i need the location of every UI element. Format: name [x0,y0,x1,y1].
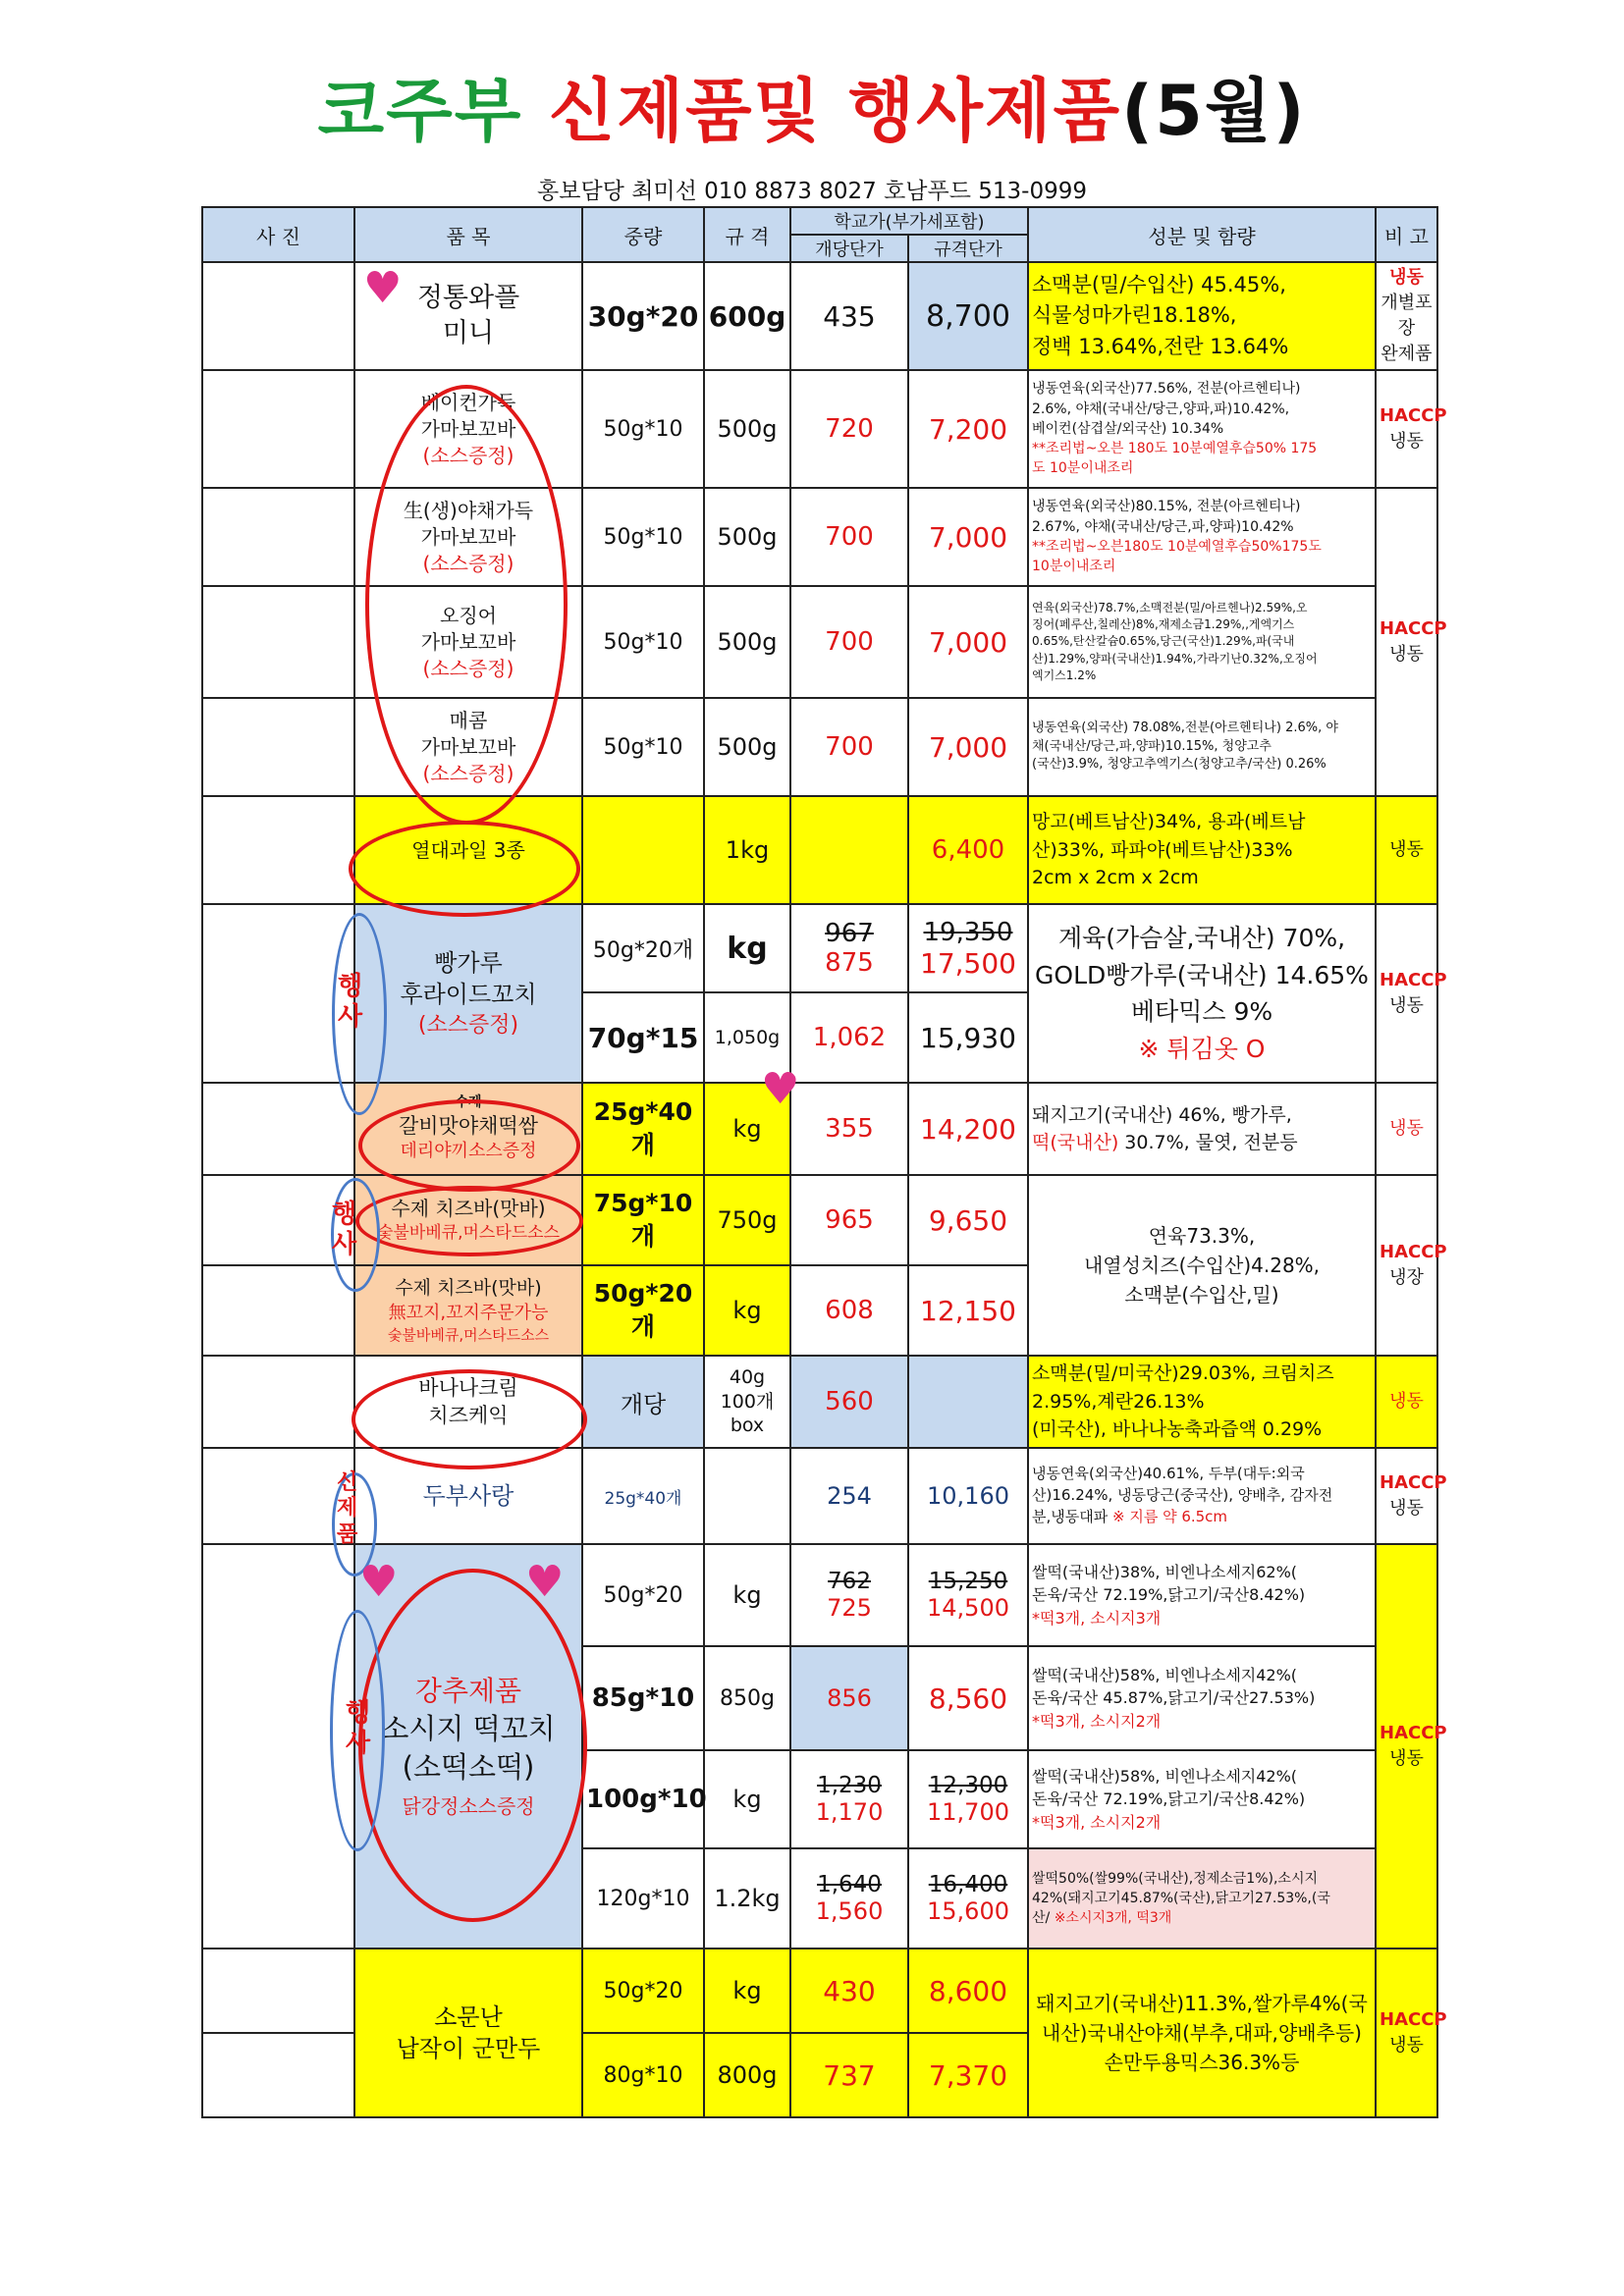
unit-price: 560 [790,1356,908,1448]
spec-price [908,1356,1028,1448]
ingredients: 쌀떡50%(쌀99%(국내산),정제소금1%),소시지 42%(돼지고기45.87%(국산),닭고기27.53%,(국 산/ ※소시지3개, 떡3개 [1028,1848,1376,1949]
product-photo-galbi [202,1083,354,1175]
header-row [202,207,1437,235]
spec-price: 12,300 11,700 [908,1750,1028,1848]
weight: 50g*10 [582,586,704,698]
ingredients: 냉동연육(외국산)77.56%, 전분(아르헨티나) 2.6%, 야채(국내산/당근,양파,파)10.42%, 베이컨(삼겹살/외국산) 10.34% **조리법~오븐 180도 10분예열후습50% 175 도 10분이내조리 [1028,370,1376,488]
ingredients: 돼지고기(국내산) 46%, 빵가루, 떡(국내산) 30.7%, 물엿, 전분등 [1028,1083,1376,1175]
product-photo-tropical [202,796,354,904]
product-photo-tofu [202,1448,354,1544]
product-photo-spicy [202,698,354,796]
spec: 500g [704,488,790,586]
weight: 30g*20 [582,262,704,370]
product-photo-banana [202,1356,354,1448]
spec: 600g [704,262,790,370]
spec-price: 14,200 [908,1083,1028,1175]
table-row [202,1448,1437,1544]
spec: 500g [704,698,790,796]
page-title [0,71,1624,151]
product-name: 빵가루 후라이드꼬치 (소스증정) [354,904,582,1083]
col-spec: 규 격 [704,207,790,262]
remark: HACCP 냉동 [1376,488,1437,796]
unit-price: 608 [790,1265,908,1356]
spec: 1kg [704,796,790,904]
remark: 냉동 개별포 장 완제품 [1376,262,1437,370]
ingredients: 돼지고기(국내산)11.3%,쌀가루4%(국 내산)국내산야채(부추,대파,양배추등) 손만두용믹스36.3%등 [1028,1949,1376,2117]
table-row [202,586,1437,698]
ingredients: 냉동연육(외국산) 78.08%,전분(아르헨티나) 2.6%, 야 채(국내산/당근,파,양파)10.15%, 청양고추 (국산)3.9%, 청양고추엑기스(청양고추/국산) 0.26% [1028,698,1376,796]
weight: 50g*20 [582,1544,704,1646]
unit-price: 1,640 1,560 [790,1848,908,1949]
product-name: 매콤 가마보꼬바 (소스증정) [354,698,582,796]
weight: 80g*10 [582,2033,704,2117]
spec: 500g [704,370,790,488]
product-name: 정통와플 미니 [354,262,582,370]
spec: kg [704,904,790,992]
table-row [202,1949,1437,2033]
spec: kg [704,1949,790,2033]
remark: 냉동 [1376,1083,1437,1175]
unit-price: 720 [790,370,908,488]
weight: 85g*10 [582,1646,704,1750]
weight: 50g*20 [582,1949,704,2033]
unit-price: 430 [790,1949,908,2033]
remark: HACCP 냉동 [1376,904,1437,1083]
spec: 850g [704,1646,790,1750]
spec: 800g [704,2033,790,2117]
ingredients: 쌀떡(국내산)38%, 비엔나소세지62%( 돈육/국산 72.19%,닭고기/국산8.42%) *떡3개, 소시지3개 [1028,1544,1376,1646]
spec-price: 16,400 15,600 [908,1848,1028,1949]
table-row [202,1175,1437,1265]
product-photo-mandu-empty [202,2033,354,2117]
unit-price: 856 [790,1646,908,1750]
title-month: (5월) [1121,71,1307,151]
unit-price: 967 875 [790,904,908,992]
col-unit-price: 개당단가 [790,235,908,262]
spec-price: 6,400 [908,796,1028,904]
product-photo-bacon [202,370,354,488]
weight: 100g*10 [582,1750,704,1848]
product-name: 수제 치즈바(맛바) 숯불바베큐,머스타드소스 [354,1175,582,1265]
product-photo-fried [202,904,354,1083]
ingredients: 연육(외국산)78.7%,소맥전분(밀/아르헨나)2.59%,오 징어(페루산,칠레산)8%,재제소금1.29%,,게엑기스 0.65%,탄산칼슘0.65%,당근(국산)1.29%,파(국내 산)1.29%,양파(국내산)1.94%,가라기난0.32%,오징어 엑기스1.2% [1028,586,1376,698]
unit-price: 700 [790,698,908,796]
unit-price: 1,230 1,170 [790,1750,908,1848]
product-name: 강추제품 소시지 떡꼬치 (소떡소떡) 닭강정소스증정 [354,1544,582,1949]
weight: 25g*40개 [582,1083,704,1175]
ingredients: 소맥분(밀/미국산)29.03%, 크림치즈 2.95%,계란26.13% (미국산), 바나나농축과즙액 0.29% [1028,1356,1376,1448]
product-photo-veg [202,488,354,586]
unit-price [790,796,908,904]
weight: 50g*10 [582,488,704,586]
col-photo: 사 진 [202,207,354,262]
weight: 75g*10개 [582,1175,704,1265]
spec-price: 7,000 [908,698,1028,796]
spec: kg [704,1750,790,1848]
spec: 500g [704,586,790,698]
event-tag-sausage: 행 사 [346,1698,371,1759]
spec-price: 15,930 [908,992,1028,1083]
col-remark: 비 고 [1376,207,1437,262]
col-school-price: 학교가(부가세포함) [790,207,1028,235]
table-row [202,698,1437,796]
col-name: 품 목 [354,207,582,262]
spec: 1,050g [704,992,790,1083]
spec-price: 15,250 14,500 [908,1544,1028,1646]
remark: HACCP 냉동 [1376,1949,1437,2117]
remark: HACCP 냉장 [1376,1175,1437,1356]
weight [582,796,704,904]
product-name: 두부사랑 [354,1448,582,1544]
spec-price: 12,150 [908,1265,1028,1356]
ingredients: 쌀떡(국내산)58%, 비엔나소세지42%( 돈육/국산 72.19%,닭고기/국산8.42%) *떡3개, 소시지2개 [1028,1750,1376,1848]
col-ingredients: 성분 및 함량 [1028,207,1376,262]
spec: 1.2kg [704,1848,790,1949]
product-name: 오징어 가마보꼬바 (소스증정) [354,586,582,698]
spec-price: 8,560 [908,1646,1028,1750]
col-spec-price: 규격단가 [908,235,1028,262]
ingredients: 계육(가슴살,국내산) 70%, GOLD빵가루(국내산) 14.65% 베타믹스 9% ※ 튀김옷 O [1028,904,1376,1083]
spec-price: 7,000 [908,488,1028,586]
heart-icon: ♥ [359,1557,399,1607]
product-photo-mandu-empty [202,1949,354,2033]
product-name: 수제 치즈바(맛바) 無꼬지,꼬지주문가능 숯불바베큐,머스타드소스 [354,1265,582,1356]
unit-price: 355 [790,1083,908,1175]
product-name: 베이컨가득 가마보꼬바 (소스증정) [354,370,582,488]
ingredients: 소맥분(밀/수입산) 45.45%, 식물성마가린18.18%, 정백 13.64%,전란 13.64% [1028,262,1376,370]
spec-price: 9,650 [908,1175,1028,1265]
spec-price: 10,160 [908,1448,1028,1544]
weight: 120g*10 [582,1848,704,1949]
spec: kg [704,1083,790,1175]
table-row [202,488,1437,586]
spec-price: 7,000 [908,586,1028,698]
product-photo-cheese2 [202,1265,354,1356]
table-row [202,904,1437,992]
remark: 냉동 [1376,1356,1437,1448]
table-row [202,796,1437,904]
spec-price: 7,370 [908,2033,1028,2117]
spec-price: 8,600 [908,1949,1028,2033]
product-photo-squid [202,586,354,698]
col-weight: 중량 [582,207,704,262]
unit-price: 737 [790,2033,908,2117]
unit-price: 254 [790,1448,908,1544]
weight: 70g*15 [582,992,704,1083]
product-name: 수제 갈비맛야채떡쌈 데리야끼소스증정 [354,1083,582,1175]
title-main: 신제품및 행사제품 [548,71,1122,151]
product-name: 바나나크림 치즈케익 [354,1356,582,1448]
product-name: 열대과일 3종 [354,796,582,904]
remark: 냉동 [1376,796,1437,904]
weight: 25g*40개 [582,1448,704,1544]
table-row [202,1083,1437,1175]
remark: HACCP 냉동 [1376,370,1437,488]
table-row [202,370,1437,488]
remark: HACCP 냉동 [1376,1448,1437,1544]
unit-price: 435 [790,262,908,370]
ingredients: 망고(베트남산)34%, 용과(베트남 산)33%, 파파야(베트남산)33% 2cm x 2cm x 2cm [1028,796,1376,904]
ingredients: 쌀떡(국내산)58%, 비엔나소세지42%( 돈육/국산 45.87%,닭고기/국산27.53%) *떡3개, 소시지2개 [1028,1646,1376,1750]
unit-price: 965 [790,1175,908,1265]
heart-icon: ♥ [363,263,403,313]
heart-icon: ♥ [525,1557,565,1607]
weight: 50g*10 [582,370,704,488]
ingredients: 냉동연육(외국산)80.15%, 전분(아르헨티나) 2.67%, 야채(국내산/당근,파,양파)10.42% **조리법~오븐180도 10분예열후습50%175도 10분이내조리 [1028,488,1376,586]
spec [704,1448,790,1544]
unit-price: 1,062 [790,992,908,1083]
weight: 50g*20개 [582,1265,704,1356]
spec: 750g [704,1175,790,1265]
product-name: 소문난 납작이 군만두 [354,1949,582,2117]
title-brand: 코주부 [317,71,523,151]
product-name: 生(생)야채가득 가마보꼬바 (소스증정) [354,488,582,586]
new-product-tag-tofu: 신 제 품 [337,1470,358,1547]
table-row [202,1356,1437,1448]
spec: 40g 100개 box [704,1356,790,1448]
unit-price: 762 725 [790,1544,908,1646]
spec-price: 19,350 17,500 [908,904,1028,992]
weight: 50g*20개 [582,904,704,992]
spec-price: 8,700 [908,262,1028,370]
heart-icon: ♥ [761,1064,800,1114]
product-table [201,206,1447,2118]
product-photo-sausage [202,1544,354,1949]
weight: 개당 [582,1356,704,1448]
remark: HACCP 냉동 [1376,1544,1437,1949]
contact-line: 홍보담당 최미선 010 8873 8027 호남푸드 513-0999 [537,179,1087,204]
spec: kg [704,1265,790,1356]
event-tag-fried: 행 사 [338,972,363,1033]
product-photo-waffle [202,262,354,370]
ingredients: 냉동연육(외국산)40.61%, 두부(대두:외국 산)16.24%, 냉동당근(중국산), 양배추, 감자전 분,냉동대파 ※ 지름 약 6.5cm [1028,1448,1376,1544]
event-tag-cheese: 행 사 [332,1200,357,1260]
unit-price: 700 [790,488,908,586]
ingredients: 연육73.3%, 내열성치즈(수입산)4.28%, 소맥분(수입산,밀) [1028,1175,1376,1356]
spec-price: 7,200 [908,370,1028,488]
unit-price: 700 [790,586,908,698]
weight: 50g*10 [582,698,704,796]
spec: kg [704,1544,790,1646]
